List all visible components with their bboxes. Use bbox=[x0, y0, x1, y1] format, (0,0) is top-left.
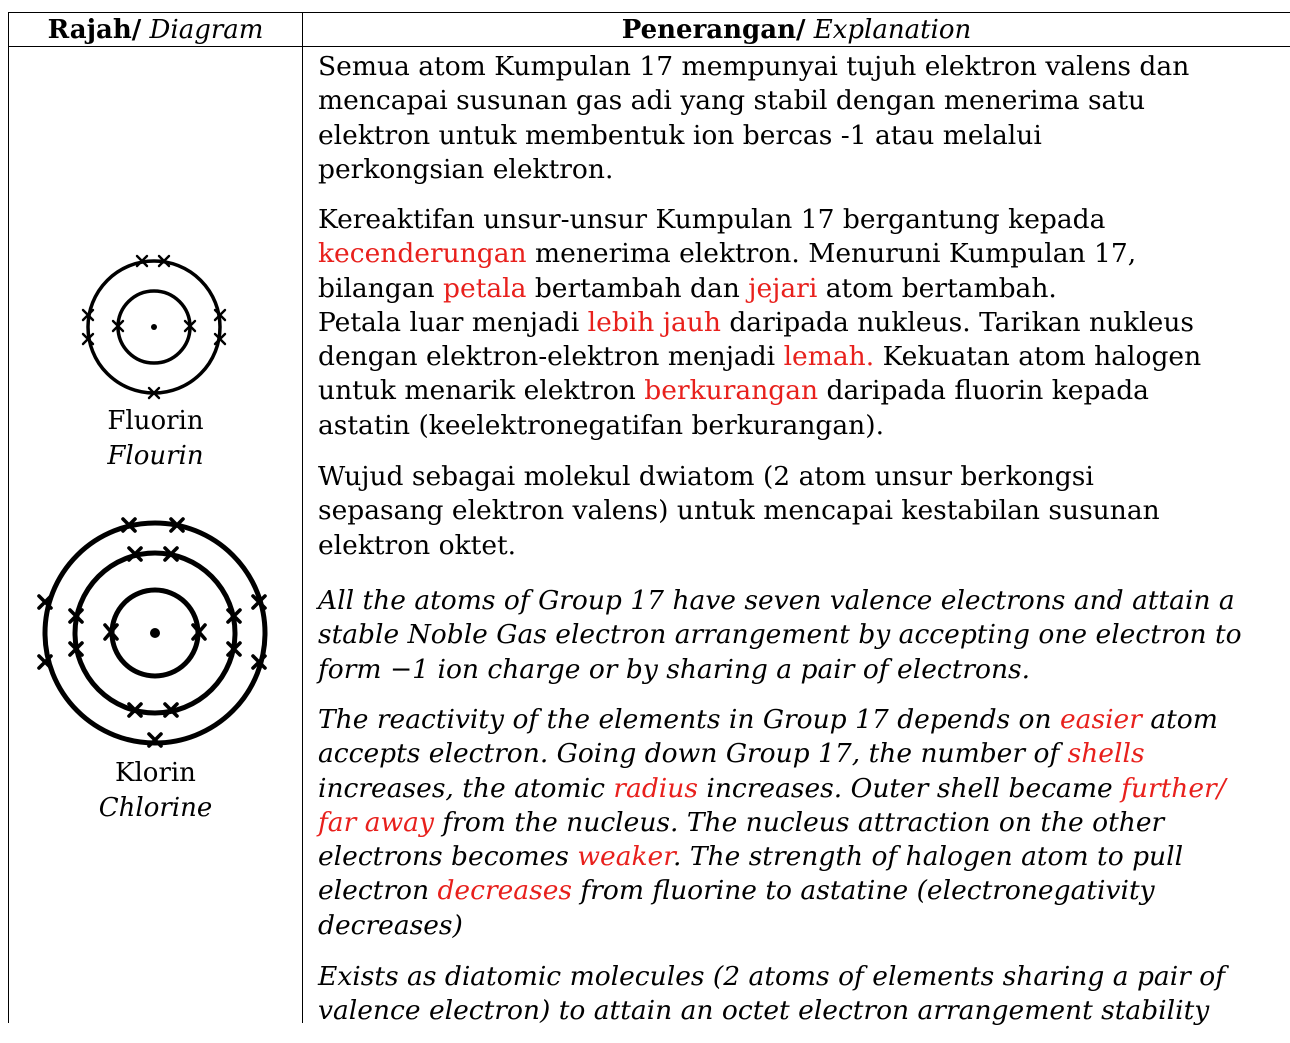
fluorine-caption bbox=[9, 404, 302, 474]
diagram-column bbox=[9, 48, 302, 1023]
keyword-petala: petala bbox=[443, 272, 527, 304]
fluorine-name-english: Flourin bbox=[107, 441, 204, 471]
column-divider bbox=[302, 12, 303, 1023]
keyword-lebih-jauh: lebih jauh bbox=[587, 306, 721, 338]
english-paragraph-3: Exists as diatomic molecules (2 atoms of elements sharing a pair of valence electron) to attain an octet electron arrangement stability bbox=[318, 961, 1226, 1027]
keyword-shells: shells bbox=[1067, 738, 1145, 770]
chlorine-name-english: Chlorine bbox=[98, 793, 213, 823]
fluorine-name-malay: Fluorin bbox=[107, 406, 204, 436]
header-explanation bbox=[303, 14, 1290, 46]
keyword-easier: easier bbox=[1060, 704, 1142, 735]
header-divider bbox=[8, 46, 1290, 47]
keyword-further: further/ bbox=[1121, 772, 1226, 804]
header-explanation-english: Explanation bbox=[813, 15, 972, 45]
keyword-radius: radius bbox=[613, 772, 698, 804]
atom-diagrams bbox=[9, 48, 302, 1023]
header-diagram bbox=[9, 14, 302, 46]
keyword-kecenderungan: kecenderungan bbox=[318, 238, 527, 270]
header-explanation-malay: Penerangan/ bbox=[621, 15, 806, 45]
keyword-weaker: weaker bbox=[577, 841, 673, 873]
english-paragraph-2: The reactivity of the elements in Group 17 depends on easier atom accepts electron. Going down Group 17, the number of shells increases, the atomic radius increases. Outer shell became further/ far away from the nucleus. The nucleus attraction on the other electrons becomes weaker. The strength of halogen atom to pull electron decreases from fluorine to astatine (electronegativity decreases) bbox=[318, 704, 1226, 941]
header-diagram-malay: Rajah/ bbox=[47, 15, 142, 45]
keyword-far-away: far away bbox=[318, 806, 434, 838]
keyword-berkurangan: berkurangan bbox=[644, 375, 819, 407]
keyword-lemah: lemah. bbox=[783, 341, 875, 373]
chlorine-name-malay: Klorin bbox=[115, 758, 196, 788]
malay-paragraph-3: Wujud sebagai molekul dwiatom (2 atom unsur berkongsi sepasang elektron valens) untuk mencapai kestabilan susunan elektron oktet. bbox=[318, 461, 1160, 561]
malay-paragraph-2: Kereaktifan unsur-unsur Kumpulan 17 bergantung kepada kecenderungan menerima elektron. Menuruni Kumpulan 17, bilangan petala bertambah dan jejari atom bertambah. Petala luar menjadi lebih jauh daripada nukleus. Tarikan nukleus dengan elektron-elektron menjadi lemah. Kekuatan atom halogen untuk menarik elektron berkurangan daripada fluorin kepada astatin (keelektronegatifan berkurangan). bbox=[318, 204, 1202, 441]
keyword-decreases: decreases bbox=[437, 875, 572, 907]
fluorine-atom-diagram bbox=[83, 256, 225, 398]
keyword-jejari: jejari bbox=[748, 272, 818, 304]
chlorine-nucleus bbox=[150, 628, 160, 638]
fluorine-nucleus bbox=[151, 324, 157, 330]
chlorine-atom-diagram bbox=[39, 519, 265, 746]
chlorine-caption bbox=[9, 756, 302, 826]
malay-paragraph-1: Semua atom Kumpulan 17 mempunyai tujuh elektron valens dan mencapai susunan gas adi yang stabil dengan menerima satu elektron untuk membentuk ion bercas -1 atau melalui perkongsian elektron. bbox=[318, 51, 1190, 185]
english-paragraph-1: All the atoms of Group 17 have seven valence electrons and attain a stable Noble Gas electron arrangement by accepting one electron to form −1 ion charge or by sharing a pair of electrons. bbox=[318, 585, 1242, 685]
header-diagram-english: Diagram bbox=[149, 15, 264, 45]
